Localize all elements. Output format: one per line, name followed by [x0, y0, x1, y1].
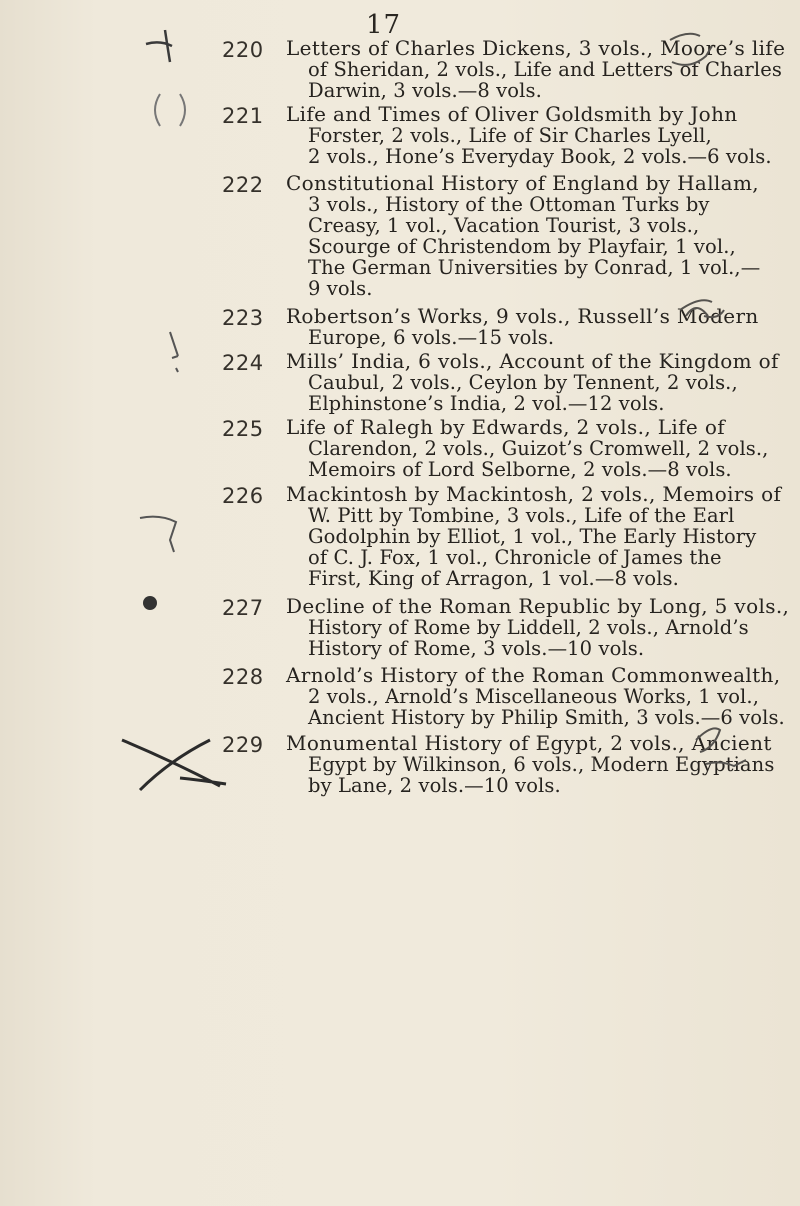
- lot-line: Caubul, 2 vols., Ceylon by Tennent, 2 vols.,: [308, 371, 738, 394]
- lot-number: 229: [222, 733, 264, 757]
- lot-line: First, King of Arragon, 1 vol.—8 vols.: [308, 567, 679, 590]
- lot-number: 228: [222, 665, 264, 689]
- lot-line: Egypt by Wilkinson, 6 vols., Modern Egyptians: [308, 753, 775, 776]
- lot-line: 2 vols., Hone’s Everyday Book, 2 vols.—6 vols.: [308, 145, 772, 168]
- lot-number: 227: [222, 596, 264, 620]
- lot-line: Letters of Charles Dickens, 3 vols., Moore’s life: [286, 36, 786, 60]
- lot-line: Ancient History by Philip Smith, 3 vols.—6 vols.: [308, 706, 785, 729]
- lot-line: Robertson’s Works, 9 vols., Russell’s Modern: [286, 304, 759, 328]
- lot-number: 225: [222, 417, 264, 441]
- margin-bracket-mark: [155, 94, 185, 126]
- lot-line: 9 vols.: [308, 277, 373, 300]
- margin-cross-mark: [122, 740, 226, 790]
- lot-line: Monumental History of Egypt, 2 vols., Ancient: [286, 731, 772, 755]
- lot-line: Constitutional History of England by Hallam,: [286, 171, 759, 195]
- lot-line: of C. J. Fox, 1 vol., Chronicle of James the: [308, 546, 722, 569]
- lot-number: 221: [222, 104, 264, 128]
- lot-line: 3 vols., History of the Ottoman Turks by: [308, 193, 710, 216]
- lot-line: Darwin, 3 vols.—8 vols.: [308, 79, 542, 102]
- lot-line: W. Pitt by Tombine, 3 vols., Life of the Earl: [308, 504, 735, 527]
- margin-arrow-mark: [170, 332, 178, 372]
- lot-line: Europe, 6 vols.—15 vols.: [308, 326, 555, 349]
- lot-line: Arnold’s History of the Roman Commonwealth,: [286, 663, 781, 687]
- lot-line: Mackintosh by Mackintosh, 2 vols., Memoirs of: [286, 482, 782, 506]
- lot-line: History of Rome by Liddell, 2 vols., Arnold’s: [308, 616, 749, 639]
- lot-line: Life and Times of Oliver Goldsmith by John: [286, 102, 738, 126]
- lot-line: Creasy, 1 vol., Vacation Tourist, 3 vols.,: [308, 214, 700, 237]
- pencil-note-mark: [696, 728, 746, 766]
- lot-line: Decline of the Roman Republic by Long, 5 vols.,: [286, 594, 790, 618]
- lot-line: History of Rome, 3 vols.—10 vols.: [308, 637, 645, 660]
- lot-line: 2 vols., Arnold’s Miscellaneous Works, 1 vol.,: [308, 685, 759, 708]
- lot-line: Memoirs of Lord Selborne, 2 vols.—8 vols.: [308, 458, 732, 481]
- lot-line: Forster, 2 vols., Life of Sir Charles Lyell,: [308, 124, 712, 147]
- lot-number: 226: [222, 484, 264, 508]
- lot-line: Life of Ralegh by Edwards, 2 vols., Life of: [286, 415, 725, 439]
- lot-line: Elphinstone’s India, 2 vol.—12 vols.: [308, 392, 665, 415]
- lot-line: by Lane, 2 vols.—10 vols.: [308, 774, 561, 797]
- margin-squiggle-mark: [140, 517, 176, 552]
- margin-blot-mark: [143, 596, 157, 610]
- pencil-note-mark: [670, 34, 712, 65]
- lot-number: 220: [222, 38, 264, 62]
- lot-line: Scourge of Christendom by Playfair, 1 vol.,: [308, 235, 736, 258]
- lot-line: Mills’ India, 6 vols., Account of the Kingdom of: [286, 349, 779, 373]
- lot-line: The German Universities by Conrad, 1 vol.,—: [308, 256, 761, 279]
- lot-line: of Sheridan, 2 vols., Life and Letters of Charles: [308, 58, 782, 81]
- lot-number: 222: [222, 173, 264, 197]
- lot-number: 223: [222, 306, 264, 330]
- lot-number: 224: [222, 351, 264, 375]
- lot-line: Clarendon, 2 vols., Guizot’s Cromwell, 2 vols.,: [308, 437, 769, 460]
- pencil-note-mark: [680, 300, 724, 317]
- margin-tick-mark: [146, 30, 172, 62]
- lot-line: Godolphin by Elliot, 1 vol., The Early History: [308, 525, 757, 548]
- page-number: 17: [366, 10, 402, 40]
